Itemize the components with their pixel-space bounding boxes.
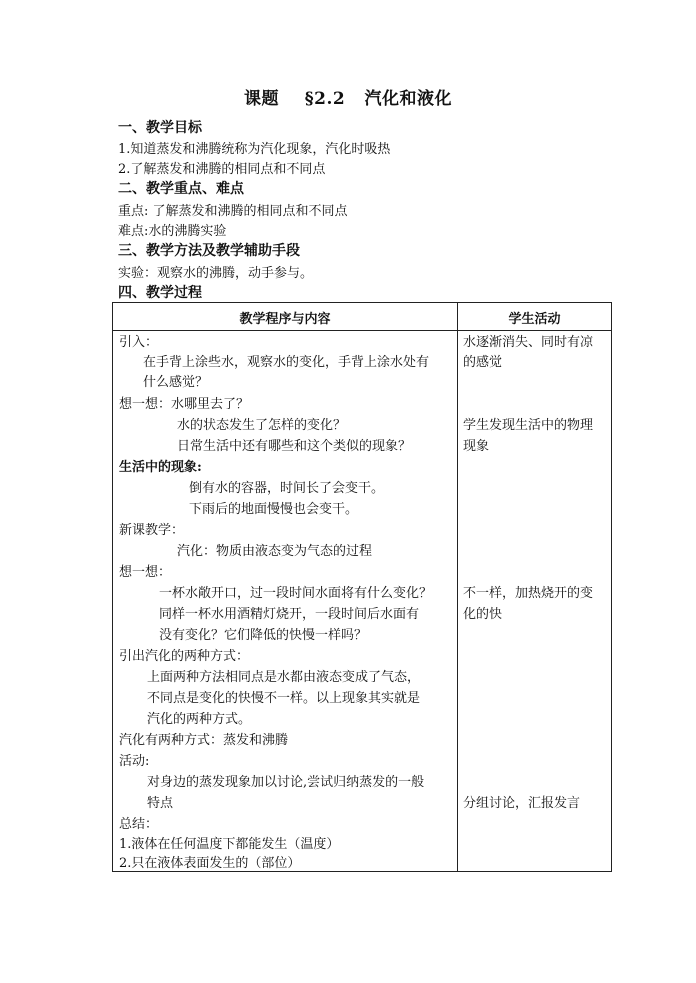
table-cell-line: 汽化的两种方式。 [147,712,252,727]
methods-text: 实验：观察水的沸腾，动手参与。 [118,266,314,281]
table-cell-line: 在手背上涂些水，观察水的变化，手背上涂水处有 [143,355,430,370]
section-heading-methods: 三、教学方法及教学辅助手段 [118,243,300,259]
table-cell-line: 新课教学： [119,523,185,538]
table-cell-line: 汽化：物质由液态变为气态的过程 [177,544,373,559]
table-cell-line: 倒有水的容器，时间长了会变干。 [189,481,385,496]
section-heading-goals: 一、教学目标 [118,120,202,136]
table-column-divider [457,303,458,871]
table-cell-line: 什么感觉？ [143,375,209,390]
table-header-student-activity: 学生活动 [508,312,561,327]
table-cell-line: 2.只在液体表面发生的（部位） [119,856,301,871]
table-cell-line: 不同点是变化的快慢不一样。以上现象其实就是 [147,691,421,706]
table-cell-line: 水的状态发生了怎样的变化？ [177,418,347,433]
lesson-title: 课题 §2.2 汽化和液化 [244,89,452,109]
table-cell-line: 引入： [119,335,159,350]
table-cell-line: 特点 [147,796,174,811]
goal-item-2: 2.了解蒸发和沸腾的相同点和不同点 [118,162,326,177]
table-cell-line: 日常生活中还有哪些和这个类似的现象？ [177,439,412,454]
teaching-process-table [112,302,612,872]
focus-key-point: 重点: 了解蒸发和沸腾的相同点和不同点 [118,204,348,219]
table-cell-line: 想一想： [119,565,172,580]
goal-item-1: 1.知道蒸发和沸腾统称为汽化现象，汽化时吸热 [118,142,391,157]
student-activity-line: 学生发现生活中的物理 [463,418,594,433]
table-header-content: 教学程序与内容 [239,312,331,327]
student-activity-line: 不一样，加热烧开的变 [463,586,594,601]
student-activity-line: 分组讨论，汇报发言 [463,796,581,811]
table-cell-line: 同样一杯水用酒精灯烧开，一段时间后水面有 [159,607,420,622]
table-cell-line: 生活中的现象: [119,460,202,475]
table-cell-line: 汽化有两种方式：蒸发和沸腾 [119,733,289,748]
table-cell-line: 引出汽化的两种方式： [119,649,250,664]
table-cell-line: 对身边的蒸发现象加以讨论,尝试归纳蒸发的一般 [147,775,425,790]
table-cell-line: 没有变化？它们降低的快慢一样吗？ [159,628,368,643]
student-activity-line: 的感觉 [463,355,503,370]
table-cell-line: 想一想：水哪里去了？ [119,397,250,412]
table-cell-line: 一杯水敞开口，过一段时间水面将有什么变化？ [159,586,433,601]
section-heading-focus: 二、教学重点、难点 [118,181,244,197]
student-activity-line: 现象 [463,439,490,454]
section-heading-process: 四、教学过程 [118,285,202,301]
table-cell-line: 活动: [119,754,150,769]
table-cell-line: 下雨后的地面慢慢也会变干。 [189,502,359,517]
table-header-divider [113,330,611,331]
table-cell-line: 上面两种方法相同点是水都由液态变成了气态， [147,670,421,685]
table-cell-line: 总结： [119,817,159,832]
student-activity-line: 水逐渐消失、同时有凉 [463,335,594,350]
table-cell-line: 1.液体在任何温度下都能发生（温度） [119,837,340,852]
student-activity-line: 化的快 [463,607,503,622]
focus-difficult-point: 难点:水的沸腾实验 [118,224,227,239]
